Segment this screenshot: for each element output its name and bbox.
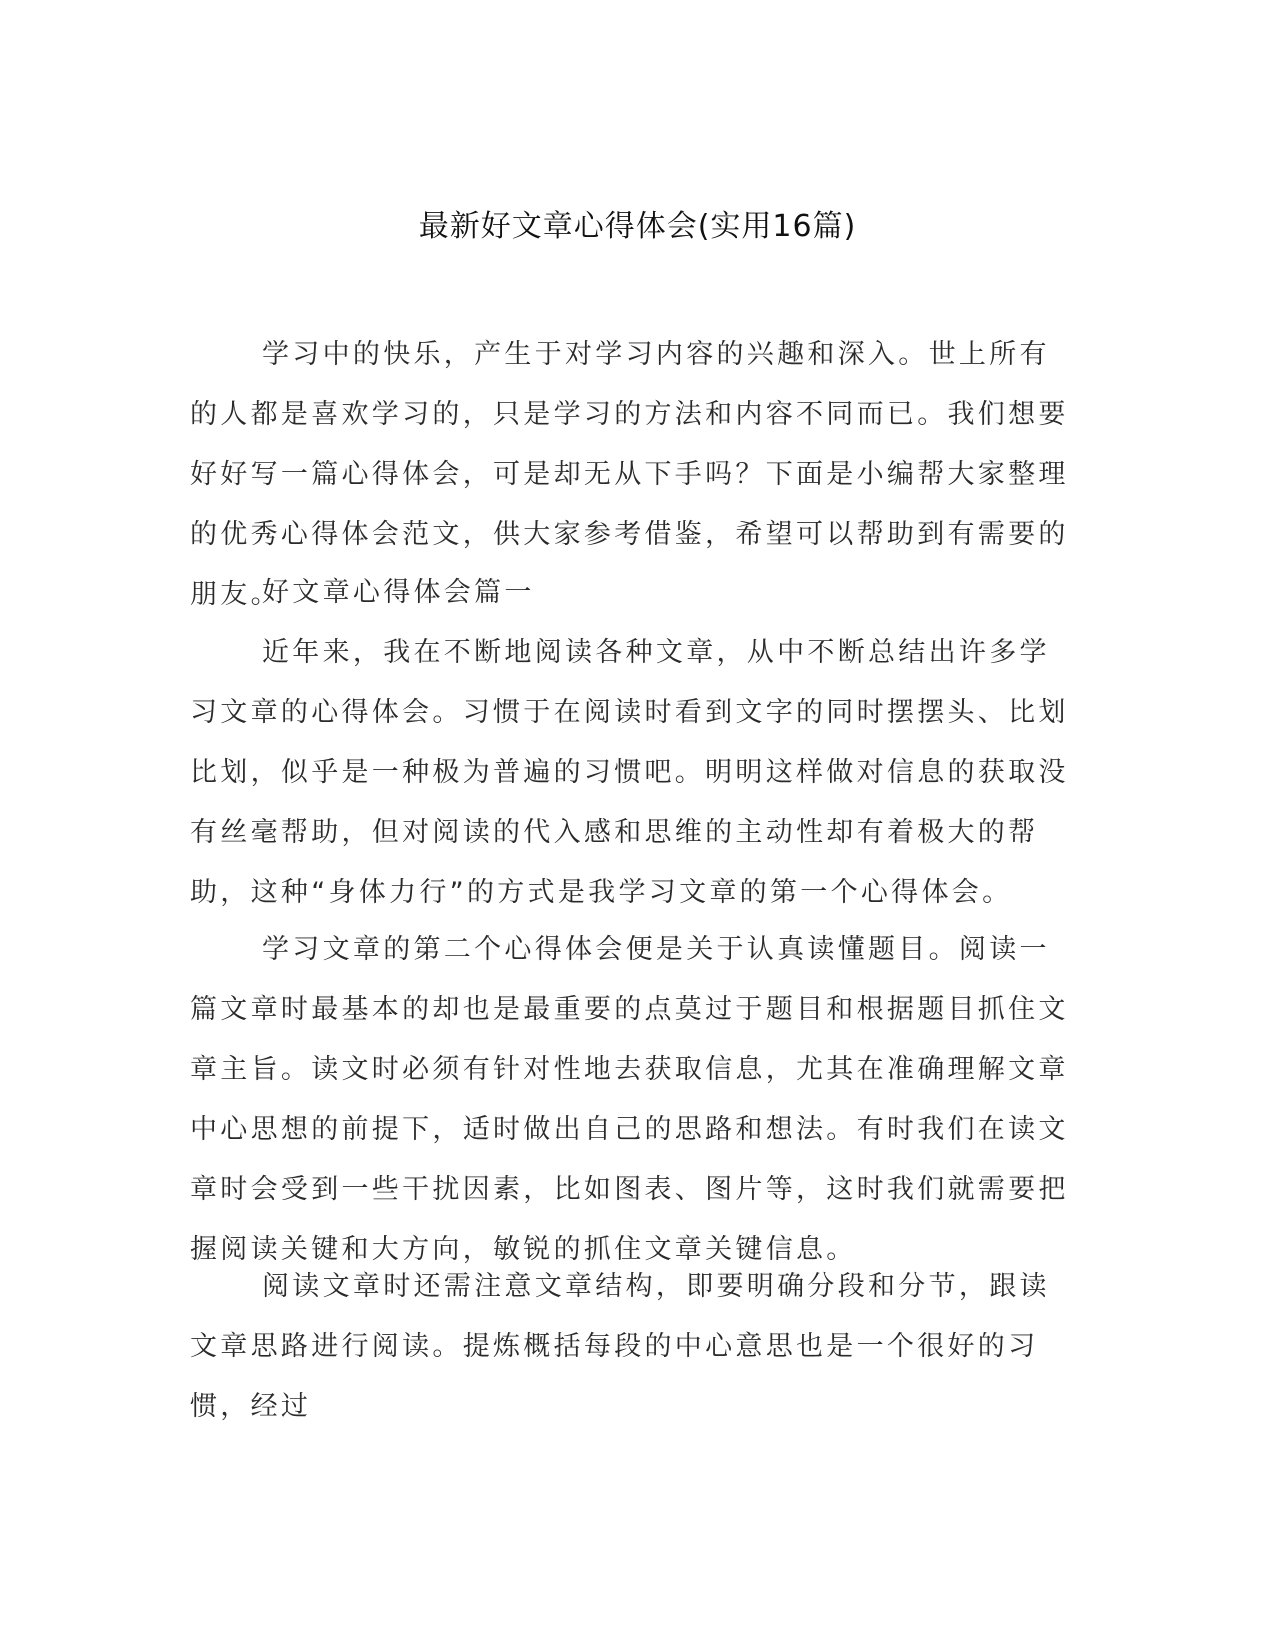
body-paragraph-2: 学习文章的第二个心得体会便是关于认真读懂题目。阅读一篇文章时最基本的却也是最重要的点莫过于题目和根据题目抓住文章主旨。读文时必须有针对性地去获取信息，尤其在准确理解文章中心思想的前提下，适时做出自己的思路和想法。有时我们在读文章时会受到一些干扰因素，比如图表、图片等，这时我们就需要把握阅读关键和大方向，敏锐的抓住文章关键信息。: [190, 934, 1069, 1265]
document-title: 最新好文章心得体会(实用16篇): [418, 209, 857, 244]
body-paragraph-1: 近年来，我在不断地阅读各种文章，从中不断总结出许多学习文章的心得体会。习惯于在阅读时看到文字的同时摆摆头、比划比划，似乎是一种极为普遍的习惯吧。明明这样做对信息的获取没有丝毫帮助，但对阅读的代入感和思维的主动性却有着极大的帮助，这种“身体力行”的方式是我学习文章的第一个心得体会。: [190, 637, 1069, 908]
body-paragraph-3: 阅读文章时还需注意文章结构，即要明确分段和分节，跟读文章思路进行阅读。提炼概括每段的中心意思也是一个很好的习惯，经过: [190, 1271, 1050, 1422]
intro-paragraph: 学习中的快乐，产生于对学习内容的兴趣和深入。世上所有的人都是喜欢学习的，只是学习的方法和内容不同而已。我们想要好好写一篇心得体会，可是却无从下手吗？下面是小编帮大家整理的优秀心得体会范文，供大家参考借鉴，希望可以帮助到有需要的朋友。: [190, 339, 1069, 610]
section-heading: 好文章心得体会篇一: [262, 577, 535, 608]
